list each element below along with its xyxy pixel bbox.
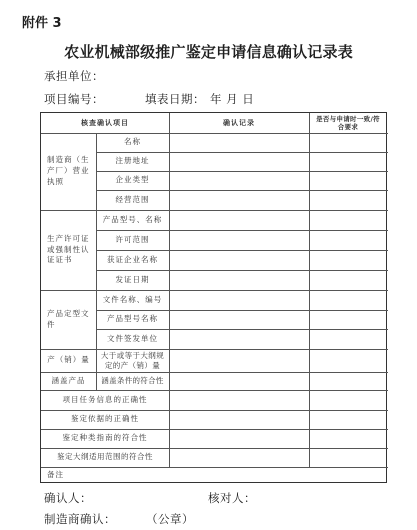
row-project-task-correctness: 项目任务信息的正确性 [62,394,148,404]
item-document-name-number: 文件名称、编号 [102,294,163,304]
col-header-record: 确认记录 [223,118,255,127]
fill-date-label: 填表日期： [145,92,205,106]
group-manufacturer-license: 制造商（生产厂）营业执照 [47,155,90,186]
item-business-scope: 经营范围 [115,194,150,204]
row-category-compliance: 鉴定种类指南的符合性 [62,433,148,443]
item-name: 名称 [124,137,141,147]
item-coverage-requirement: 涵盖条件的符合性 [101,375,164,385]
undertaking-unit-label: 承担单位： [44,69,104,83]
row-remark: 备注 [47,470,64,480]
group-coverage: 涵盖产品 [51,375,86,385]
item-license-scope: 许可范围 [115,234,150,244]
item-model-name: 产品型号、名称 [102,214,163,224]
checker-label: 核对人： [208,491,256,505]
confirmation-table [40,112,387,483]
item-registered-address: 注册地址 [115,156,150,166]
item-enterprise-type: 企业类型 [115,175,150,185]
project-number-label: 项目编号： [44,92,104,106]
official-seal-label: （公章） [146,512,194,526]
col-header-item: 核查确认项目 [81,118,129,127]
group-finalization-docs: 产品定型文件 [47,308,90,329]
item-certified-company: 获证企业名称 [107,254,158,264]
confirmer-label: 确认人： [44,491,92,505]
col-divider [309,113,310,467]
item-product-model-name: 产品型号名称 [107,314,158,324]
fill-date-fields: 年 月 日 [210,92,255,106]
item-issue-date: 发证日期 [115,274,150,284]
col-divider [169,113,170,467]
manufacturer-confirm-label: 制造商确认： [44,512,116,526]
col-header-compliance: 是否与申请时一致/符合要求 [316,114,380,131]
attachment-label: 附件 3 [22,16,62,31]
group-production-license: 生产许可证或强制性认证证书 [47,233,90,265]
item-document-issuer: 文件签发单位 [107,333,158,343]
item-output-requirement: 大于或等于大纲规定的产（销）量 [100,350,165,370]
group-output: 产（销）量 [47,355,90,365]
form-title: 农业机械部级推广鉴定申请信息确认记录表 [64,43,353,61]
row-basis-correctness: 鉴定依据的正确性 [71,414,139,424]
row-outline-scope-compliance: 鉴定大纲适用范围的符合性 [57,452,153,462]
